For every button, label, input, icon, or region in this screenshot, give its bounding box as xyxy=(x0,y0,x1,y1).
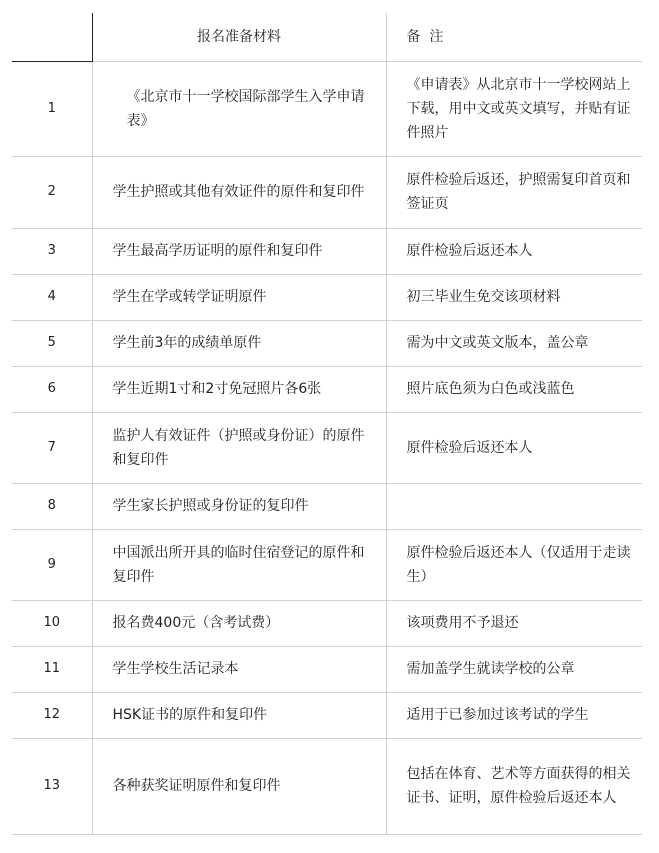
material-cell: 报名费400元（含考试费） xyxy=(92,600,386,646)
table-row xyxy=(12,529,642,600)
remark-cell: 原件检验后返还本人 xyxy=(386,228,642,274)
table-row xyxy=(12,274,642,320)
material-cell: 学生学校生活记录本 xyxy=(92,646,386,692)
row-number: 9 xyxy=(12,529,92,600)
material-cell: 监护人有效证件（护照或身份证）的原件和复印件 xyxy=(92,412,386,483)
material-cell: 《北京市十一学校国际部学生入学申请表》 xyxy=(92,61,386,156)
table-row xyxy=(12,320,642,366)
row-number: 11 xyxy=(12,646,92,692)
header-corner-cell xyxy=(12,13,92,61)
remark-cell: 需加盖学生就读学校的公章 xyxy=(386,646,642,692)
row-number: 8 xyxy=(12,483,92,529)
remark-cell: 原件检验后返还本人（仅适用于走读生） xyxy=(386,529,642,600)
remark-cell: 原件检验后返还本人 xyxy=(386,412,642,483)
table-row xyxy=(12,738,642,834)
table-row xyxy=(12,366,642,412)
table-row xyxy=(12,228,642,274)
table-row xyxy=(12,600,642,646)
remark-cell: 原件检验后返还，护照需复印首页和签证页 xyxy=(386,156,642,228)
row-number: 1 xyxy=(12,61,92,156)
table-row xyxy=(12,483,642,529)
row-number: 7 xyxy=(12,412,92,483)
material-cell: 学生家长护照或身份证的复印件 xyxy=(92,483,386,529)
material-cell: 学生在学或转学证明原件 xyxy=(92,274,386,320)
table-row xyxy=(12,412,642,483)
row-number: 5 xyxy=(12,320,92,366)
material-cell: 学生前3年的成绩单原件 xyxy=(92,320,386,366)
row-number: 10 xyxy=(12,600,92,646)
material-cell: 学生最高学历证明的原件和复印件 xyxy=(92,228,386,274)
remark-cell: 照片底色须为白色或浅蓝色 xyxy=(386,366,642,412)
material-cell: 中国派出所开具的临时住宿登记的原件和复印件 xyxy=(92,529,386,600)
remark-cell: 需为中文或英文版本，盖公章 xyxy=(386,320,642,366)
row-number: 2 xyxy=(12,156,92,228)
row-number: 12 xyxy=(12,692,92,738)
table-row xyxy=(12,692,642,738)
header-remarks: 备 注 xyxy=(386,13,642,61)
remark-cell: 该项费用不予退还 xyxy=(386,600,642,646)
table-row xyxy=(12,61,642,156)
remark-cell xyxy=(386,483,642,529)
row-number: 13 xyxy=(12,738,92,834)
table-row xyxy=(12,646,642,692)
material-cell: 各种获奖证明原件和复印件 xyxy=(92,738,386,834)
remark-cell: 包括在体育、艺术等方面获得的相关证书、证明，原件检验后返还本人 xyxy=(386,738,642,834)
material-cell: HSK证书的原件和复印件 xyxy=(92,692,386,738)
remark-cell: 《申请表》从北京市十一学校网站上下载，用中文或英文填写，并贴有证件照片 xyxy=(386,61,642,156)
row-number: 3 xyxy=(12,228,92,274)
row-number: 4 xyxy=(12,274,92,320)
remark-cell: 初三毕业生免交该项材料 xyxy=(386,274,642,320)
row-number: 6 xyxy=(12,366,92,412)
table-row xyxy=(12,156,642,228)
header-row xyxy=(12,13,642,61)
header-materials: 报名准备材料 xyxy=(92,13,386,61)
materials-table xyxy=(12,13,642,835)
remark-cell: 适用于已参加过该考试的学生 xyxy=(386,692,642,738)
material-cell: 学生护照或其他有效证件的原件和复印件 xyxy=(92,156,386,228)
material-cell: 学生近期1寸和2寸免冠照片各6张 xyxy=(92,366,386,412)
